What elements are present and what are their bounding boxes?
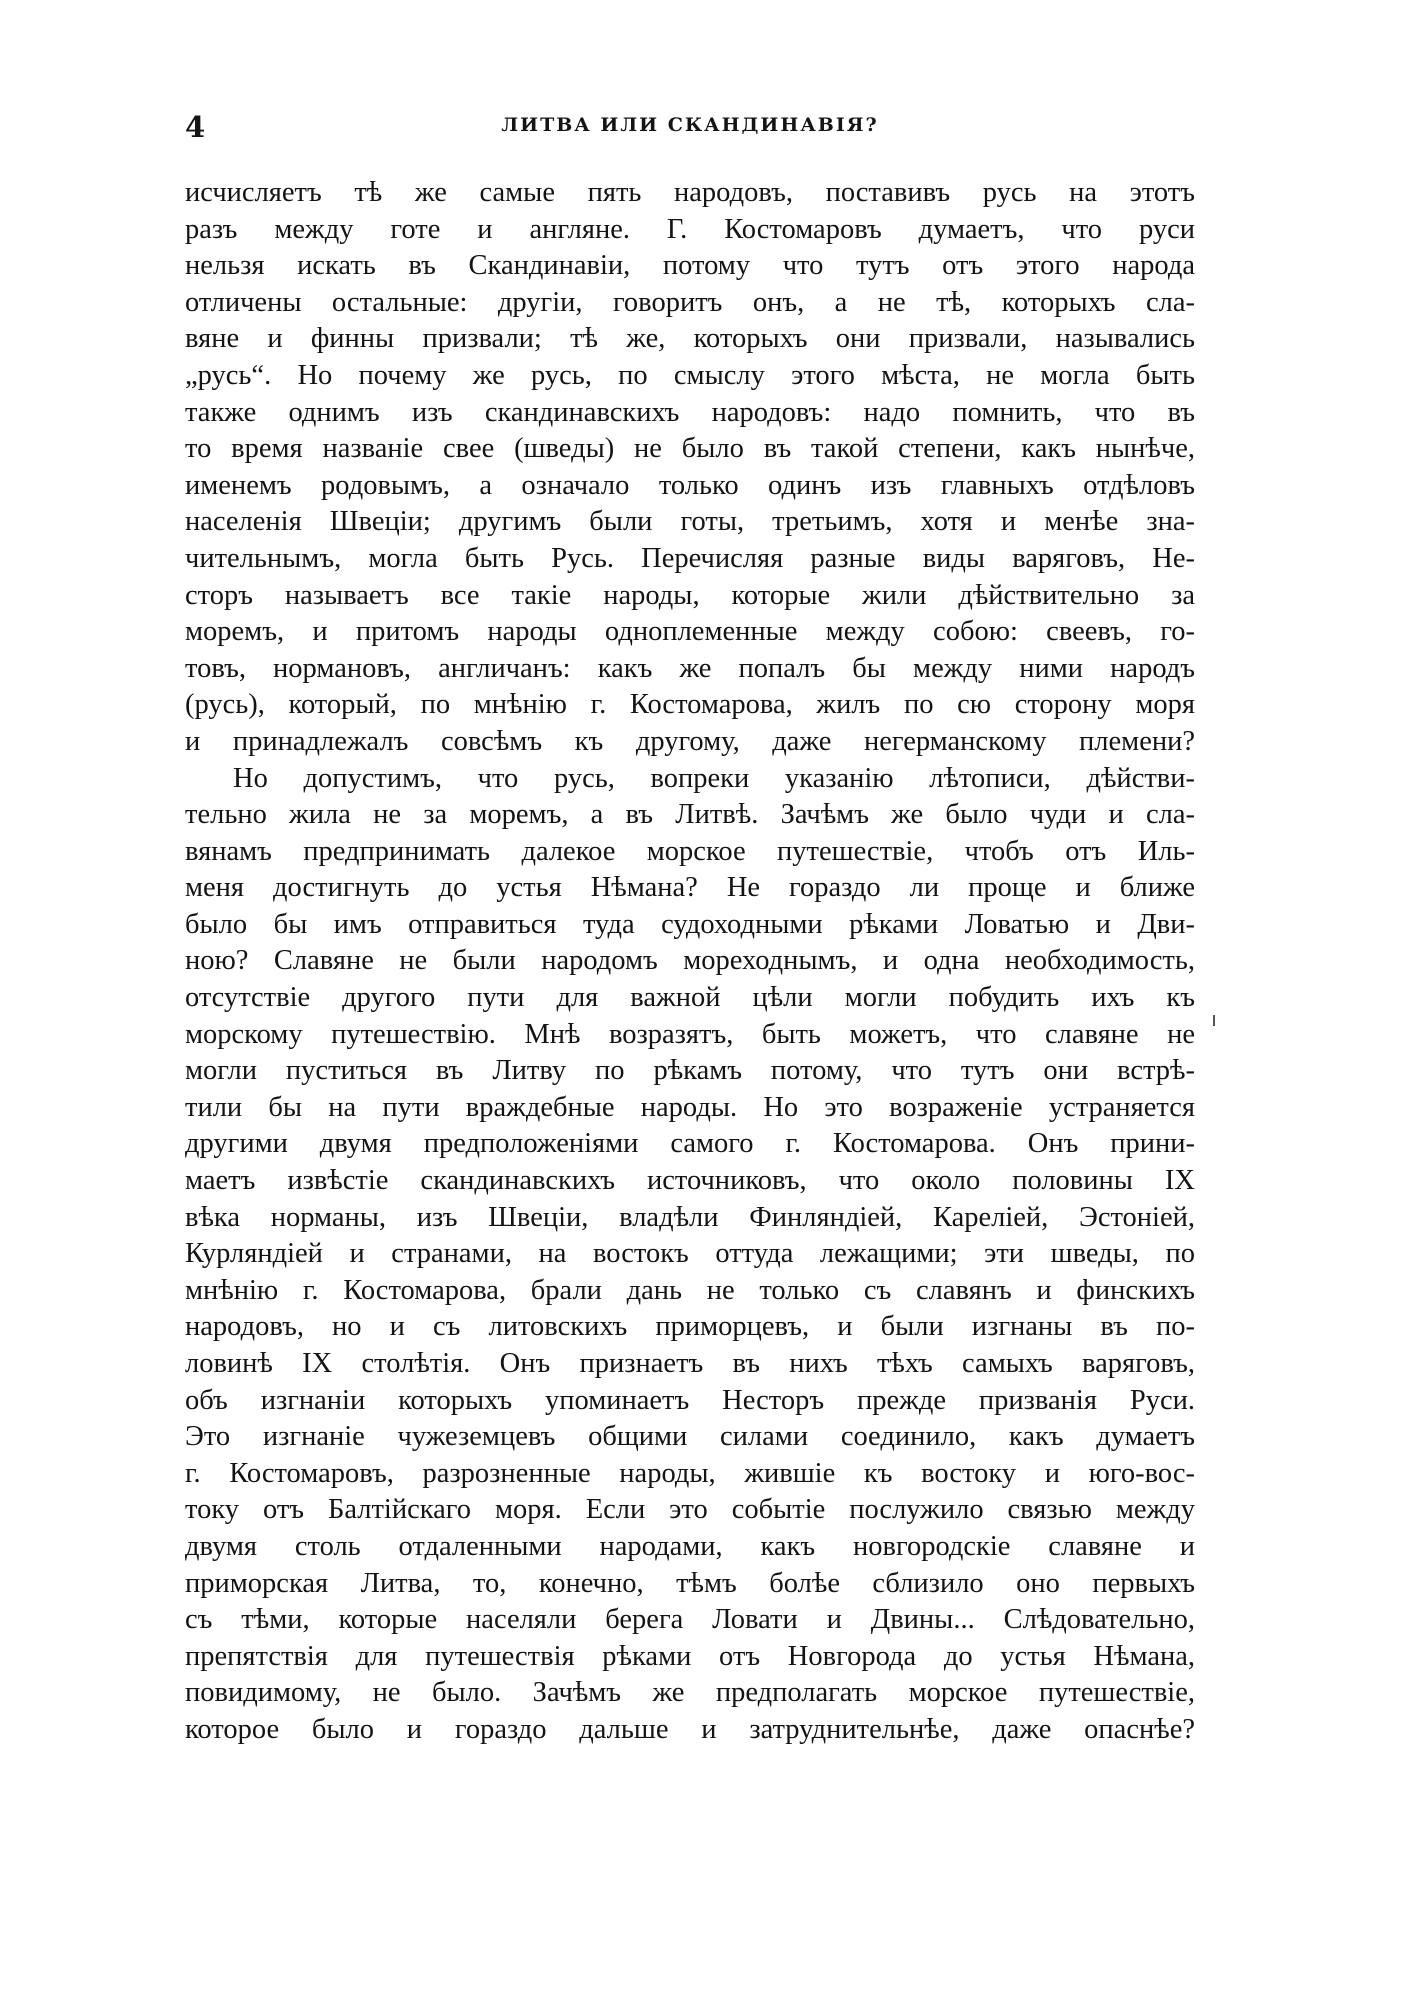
- text-line: съ тѣми, которые населяли берега Ловати и Двины... Слѣдовательно,: [185, 1604, 1195, 1636]
- text-line: могли пуститься въ Литву по рѣкамъ потому, что тутъ они встрѣ-: [185, 1055, 1195, 1087]
- text-line: мнѣнію г. Костомарова, брали дань не только съ славянъ и финскихъ: [185, 1274, 1195, 1306]
- text-line: повидимому, не было. Зачѣмъ же предполагать морское путешествіе,: [185, 1677, 1195, 1709]
- text-line: чительнымъ, могла быть Русь. Перечисляя разные виды варяговъ, Не-: [185, 542, 1195, 574]
- text-line: морскому путешествію. Мнѣ возразятъ, быть можетъ, что славяне не: [185, 1018, 1195, 1050]
- text-line: вѣка норманы, изъ Швеціи, владѣли Финляндіей, Кареліей, Эстоніей,: [185, 1201, 1195, 1233]
- text-line: препятствія для путешествія рѣками отъ Новгорода до устья Нѣмана,: [185, 1640, 1195, 1672]
- text-line: Это изгнаніе чужеземцевъ общими силами соединило, какъ думаетъ: [185, 1421, 1195, 1453]
- text-line: другими двумя предположеніями самого г. Костомарова. Онъ прини-: [185, 1128, 1195, 1160]
- text-line: населенія Швеціи; другимъ были готы, третьимъ, хотя и менѣе зна-: [185, 506, 1195, 538]
- text-line: именемъ родовымъ, а означало только одинъ изъ главныхъ отдѣловъ: [185, 469, 1195, 501]
- text-line: приморская Литва, то, конечно, тѣмъ болѣе сблизило оно первыхъ: [185, 1567, 1195, 1599]
- text-line: г. Костомаровъ, разрозненные народы, жившіе къ востоку и юго-вос-: [185, 1457, 1195, 1489]
- text-line: меня достигнуть до устья Нѣмана? Не гораздо ли проще и ближе: [185, 872, 1195, 904]
- text-line: сторъ называетъ все такіе народы, которые жили дѣйствительно за: [185, 579, 1195, 611]
- text-line: отсутствіе другого пути для важной цѣли могли побудить ихъ къ: [185, 982, 1195, 1014]
- text-line: объ изгнаніи которыхъ упоминаетъ Несторъ прежде призванія Руси.: [185, 1384, 1195, 1416]
- text-line: вянамъ предпринимать далекое морское путешествіе, чтобъ отъ Иль-: [185, 835, 1195, 867]
- text-line: товъ, нормановъ, англичанъ: какъ же попалъ бы между ними народъ: [185, 652, 1195, 684]
- running-title: ЛИТВА ИЛИ СКАНДИНАВІЯ?: [501, 114, 879, 136]
- margin-mark: [1213, 1015, 1215, 1026]
- text-line: то время названіе свее (шведы) не было въ такой степени, какъ нынѣче,: [185, 433, 1195, 465]
- text-line: (русь), который, по мнѣнію г. Костомарова, жилъ по сю сторону моря: [185, 689, 1195, 721]
- text-line: маетъ извѣстіе скандинавскихъ источниковъ, что около половины IX: [185, 1165, 1195, 1197]
- text-line: также однимъ изъ скандинавскихъ народовъ: надо помнить, что въ: [185, 396, 1195, 428]
- text-line: тили бы на пути враждебные народы. Но это возраженіе устраняется: [185, 1091, 1195, 1123]
- text-line: было бы имъ отправиться туда судоходными рѣками Ловатью и Дви-: [185, 908, 1195, 940]
- text-line: которое было и гораздо дальше и затруднительнѣе, даже опаснѣе?: [185, 1713, 1195, 1745]
- text-line: тельно жила не за моремъ, а въ Литвѣ. Зачѣмъ же было чуди и сла-: [185, 799, 1195, 831]
- body-text: [185, 175, 1195, 1749]
- running-head: [185, 110, 1195, 150]
- page-number: 4: [185, 110, 206, 144]
- text-line: отличены остальные: другіи, говоритъ онъ, а не тѣ, которыхъ сла-: [185, 286, 1195, 318]
- text-line: двумя столь отдаленными народами, какъ новгородскіе славяне и: [185, 1530, 1195, 1562]
- text-line: ною? Славяне не были народомъ мореходнымъ, и одна необходимость,: [185, 945, 1195, 977]
- text-line: Курляндіей и странами, на востокъ оттуда лежащими; эти шведы, по: [185, 1238, 1195, 1270]
- paragraph-first-line: Но допустимъ, что русь, вопреки указанію лѣтописи, дѣйстви-: [233, 762, 1195, 794]
- text-line: нельзя искать въ Скандинавіи, потому что тутъ отъ этого народа: [185, 250, 1195, 282]
- text-line: току отъ Балтійскаго моря. Если это событіе послужило связью между: [185, 1494, 1195, 1526]
- text-line: моремъ, и притомъ народы одноплеменные между собою: свеевъ, го-: [185, 616, 1195, 648]
- text-line: вяне и финны призвали; тѣ же, которыхъ они призвали, назывались: [185, 323, 1195, 355]
- text-line: исчисляетъ тѣ же самые пять народовъ, поставивъ русь на этотъ: [185, 177, 1195, 208]
- text-line: народовъ, но и съ литовскихъ приморцевъ, и были изгнаны въ по-: [185, 1311, 1195, 1343]
- text-line: „русь“. Но почему же русь, по смыслу этого мѣста, не могла быть: [185, 359, 1195, 391]
- text-line: разъ между готе и англяне. Г. Костомаровъ думаетъ, что руси: [185, 213, 1195, 245]
- text-line: и принадлежалъ совсѣмъ къ другому, даже негерманскому племени?: [185, 725, 1195, 757]
- text-line: ловинѣ IX столѣтія. Онъ признаетъ въ нихъ тѣхъ самыхъ варяговъ,: [185, 1348, 1195, 1379]
